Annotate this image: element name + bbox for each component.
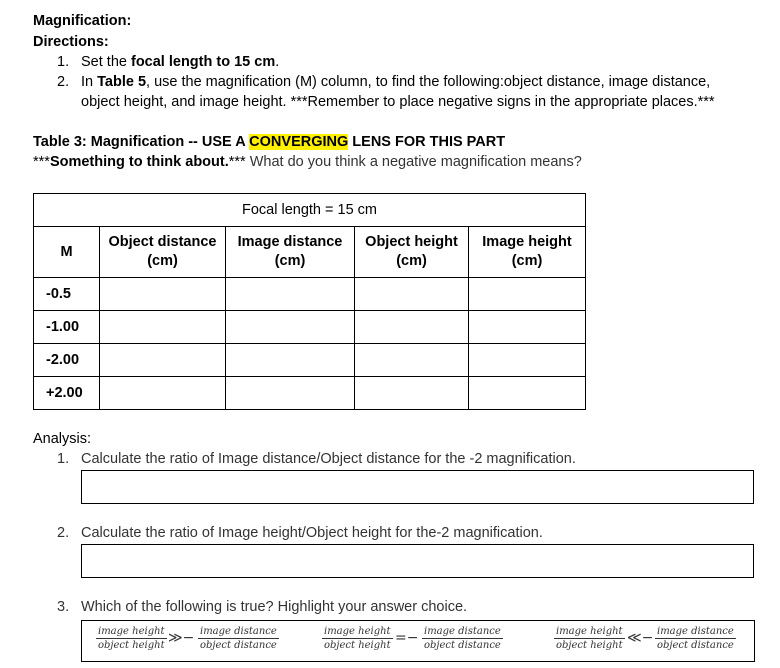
header-label: Object height <box>365 234 458 250</box>
magnification-value: -2.00 <box>34 344 100 377</box>
object-height-cell[interactable] <box>355 344 469 377</box>
fraction-right <box>655 626 736 651</box>
fraction-left <box>554 626 625 651</box>
direction-item-1 <box>81 54 279 70</box>
numerator: image distance <box>424 626 501 637</box>
magnification-value: -1.00 <box>34 311 100 344</box>
direction-item-2-line2: object height, and image height. ***Remember to place negative signs in the appropriate places.*** <box>81 94 715 110</box>
direction-1-bold: focal length to 15 cm <box>130 54 276 70</box>
analysis-number-1: 1. <box>57 451 70 467</box>
header-label: Object distance <box>108 234 217 250</box>
direction-number-2: 2. <box>57 74 70 90</box>
denominator: object height <box>555 640 623 651</box>
operator: ≪− <box>627 630 654 646</box>
direction-2-end: , use the magnification (M) column, to find the following:object distance, image distance, <box>146 74 711 90</box>
answer-choices <box>81 620 755 662</box>
object-distance-cell[interactable] <box>100 377 226 410</box>
image-distance-cell[interactable] <box>226 344 355 377</box>
fraction-right <box>422 626 503 651</box>
denominator: object distance <box>199 640 277 651</box>
magnification-table <box>33 193 586 410</box>
header-unit: (cm) <box>274 253 306 269</box>
operator: ≫− <box>168 630 195 646</box>
object-distance-cell[interactable] <box>100 278 226 311</box>
header-m <box>34 227 100 278</box>
think-prefix: *** <box>33 154 50 170</box>
header-label: Image height <box>482 234 572 250</box>
analysis-question-2: Calculate the ratio of Image height/Object height for the-2 magnification. <box>81 525 543 541</box>
table-row <box>34 278 586 311</box>
header-unit: (cm) <box>511 253 543 269</box>
object-height-cell[interactable] <box>355 377 469 410</box>
numerator: image height <box>556 626 623 637</box>
table-row <box>34 344 586 377</box>
analysis-number-3: 3. <box>57 599 70 615</box>
think-bold: Something to think about. <box>49 154 229 170</box>
denominator: object distance <box>656 640 734 651</box>
image-height-cell[interactable] <box>469 377 586 410</box>
table-title: Focal length = 15 cm <box>34 194 586 227</box>
direction-item-2 <box>81 74 710 90</box>
denominator: object height <box>323 640 391 651</box>
object-height-cell[interactable] <box>355 278 469 311</box>
header-unit: (cm) <box>396 253 427 269</box>
image-distance-cell[interactable] <box>226 377 355 410</box>
denominator: object height <box>97 640 165 651</box>
direction-number-1: 1. <box>57 54 70 70</box>
fraction-right <box>198 626 279 651</box>
answer-box-1[interactable] <box>81 470 754 504</box>
numerator: image distance <box>657 626 734 637</box>
table-caption <box>33 134 505 150</box>
header-m-label: M <box>60 243 73 260</box>
fraction-left <box>322 626 393 651</box>
page-title: Magnification: <box>33 13 132 29</box>
caption-highlight: CONVERGING <box>249 134 349 150</box>
think-question <box>33 154 582 170</box>
header-unit: (cm) <box>147 253 178 269</box>
caption-end: LENS FOR THIS PART <box>348 134 506 150</box>
header-image-distance <box>226 227 355 278</box>
image-height-cell[interactable] <box>469 278 586 311</box>
numerator: image height <box>324 626 391 637</box>
image-distance-cell[interactable] <box>226 311 355 344</box>
table-row <box>34 311 586 344</box>
operator: =− <box>395 630 419 646</box>
header-object-distance <box>100 227 226 278</box>
magnification-value: -0.5 <box>34 278 100 311</box>
caption-text: Table 3: Magnification -- USE A <box>33 134 250 150</box>
numerator: image height <box>98 626 165 637</box>
object-height-cell[interactable] <box>355 311 469 344</box>
think-text: What do you think a negative magnification means? <box>245 154 582 170</box>
analysis-number-2: 2. <box>57 525 70 541</box>
table-row <box>34 377 586 410</box>
magnification-value: +2.00 <box>34 377 100 410</box>
answer-box-2[interactable] <box>81 544 754 578</box>
analysis-label: Analysis: <box>33 431 92 447</box>
header-image-height <box>469 227 586 278</box>
image-height-cell[interactable] <box>469 311 586 344</box>
header-object-height <box>355 227 469 278</box>
directions-label: Directions: <box>33 34 109 50</box>
fraction-left <box>96 626 167 651</box>
object-distance-cell[interactable] <box>100 344 226 377</box>
image-distance-cell[interactable] <box>226 278 355 311</box>
analysis-question-3: Which of the following is true? Highlight your answer choice. <box>81 599 468 615</box>
image-height-cell[interactable] <box>469 344 586 377</box>
direction-2-text: In <box>81 74 98 90</box>
think-suffix: *** <box>228 154 246 170</box>
direction-1-text: Set the <box>81 54 131 70</box>
analysis-question-1: Calculate the ratio of Image distance/Object distance for the -2 magnification. <box>81 451 576 467</box>
numerator: image distance <box>200 626 277 637</box>
object-distance-cell[interactable] <box>100 311 226 344</box>
direction-1-end: . <box>275 54 280 70</box>
direction-2-bold: Table 5 <box>97 74 147 90</box>
header-label: Image distance <box>237 234 343 250</box>
denominator: object distance <box>423 640 501 651</box>
